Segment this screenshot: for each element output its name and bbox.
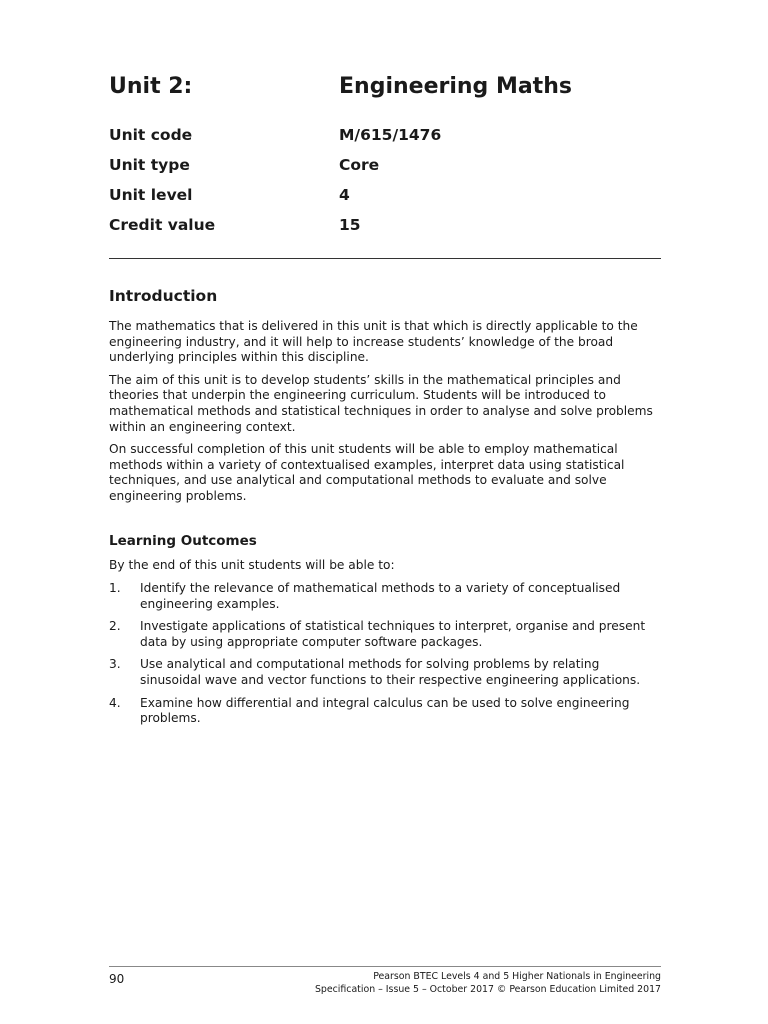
list-item-number: 2.: [109, 619, 121, 634]
learning-outcomes-list: [109, 581, 661, 734]
unit-title: Engineering Maths: [339, 74, 572, 99]
meta-row-credit-value: [109, 216, 661, 246]
unit-meta-table: [109, 126, 661, 246]
footer-divider: [109, 966, 661, 967]
meta-row-unit-code: [109, 126, 661, 156]
list-item: [109, 581, 661, 612]
footer-line-title: Pearson BTEC Levels 4 and 5 Higher Nationals in Engineering: [373, 971, 661, 982]
meta-value: 15: [339, 216, 361, 234]
list-item-text: Use analytical and computational methods for solving problems by relating sinusoidal wave and vector functions to their respective engineering applications.: [140, 657, 641, 687]
meta-value: Core: [339, 156, 380, 174]
introduction-heading: Introduction: [109, 287, 218, 305]
list-item-number: 3.: [109, 657, 121, 672]
meta-key: Credit value: [109, 216, 216, 234]
meta-value: M/615/1476: [339, 126, 442, 144]
list-item-text: Identify the relevance of mathematical methods to a variety of conceptualised engineering examples.: [140, 581, 621, 611]
list-item-number: 1.: [109, 581, 121, 595]
footer-publication-info: [315, 970, 661, 996]
intro-paragraph: The aim of this unit is to develop students’ skills in the mathematical principles and theories that underpin the engineering curriculum. Students will be introduced to mathematical methods and statistical techniques in order to analyse and solve problems within an engineering context.: [109, 372, 653, 434]
intro-paragraph: On successful completion of this unit students will be able to employ mathematical methods within a variety of contextualised examples, interpret data using statistical techniques, and use analytical and computational methods to evaluate and solve engineering problems.: [109, 442, 625, 503]
list-item-text: Investigate applications of statistical techniques to interpret, organise and present data by using appropriate computer software packages.: [140, 619, 646, 649]
unit-label: Unit 2:: [109, 74, 193, 99]
section-divider: [109, 258, 661, 259]
list-item-text: Examine how differential and integral calculus can be used to solve engineering problems.: [140, 695, 630, 726]
meta-row-unit-level: [109, 186, 661, 216]
meta-value: 4: [339, 186, 350, 204]
intro-paragraph: The mathematics that is delivered in this unit is that which is directly applicable to the engineering industry, and it will help to increase students’ knowledge of the broad underlying principles within this discipline.: [109, 319, 638, 365]
list-item: [109, 657, 661, 688]
list-item: [109, 619, 661, 650]
meta-key: Unit code: [109, 126, 193, 144]
introduction-body: [109, 319, 661, 512]
list-item: [109, 696, 661, 727]
page-number: 90: [109, 972, 125, 986]
learning-outcomes-lead: By the end of this unit students will be able to:: [109, 558, 395, 572]
learning-outcomes-heading: Learning Outcomes: [109, 533, 257, 549]
unit-title-row: [109, 74, 661, 106]
meta-row-unit-type: [109, 156, 661, 186]
footer-line-issue: Specification – Issue 5 – October 2017 © Pearson Education Limited 2017: [314, 984, 661, 995]
meta-key: Unit level: [109, 186, 193, 204]
list-item-number: 4.: [109, 695, 121, 710]
meta-key: Unit type: [109, 156, 190, 174]
